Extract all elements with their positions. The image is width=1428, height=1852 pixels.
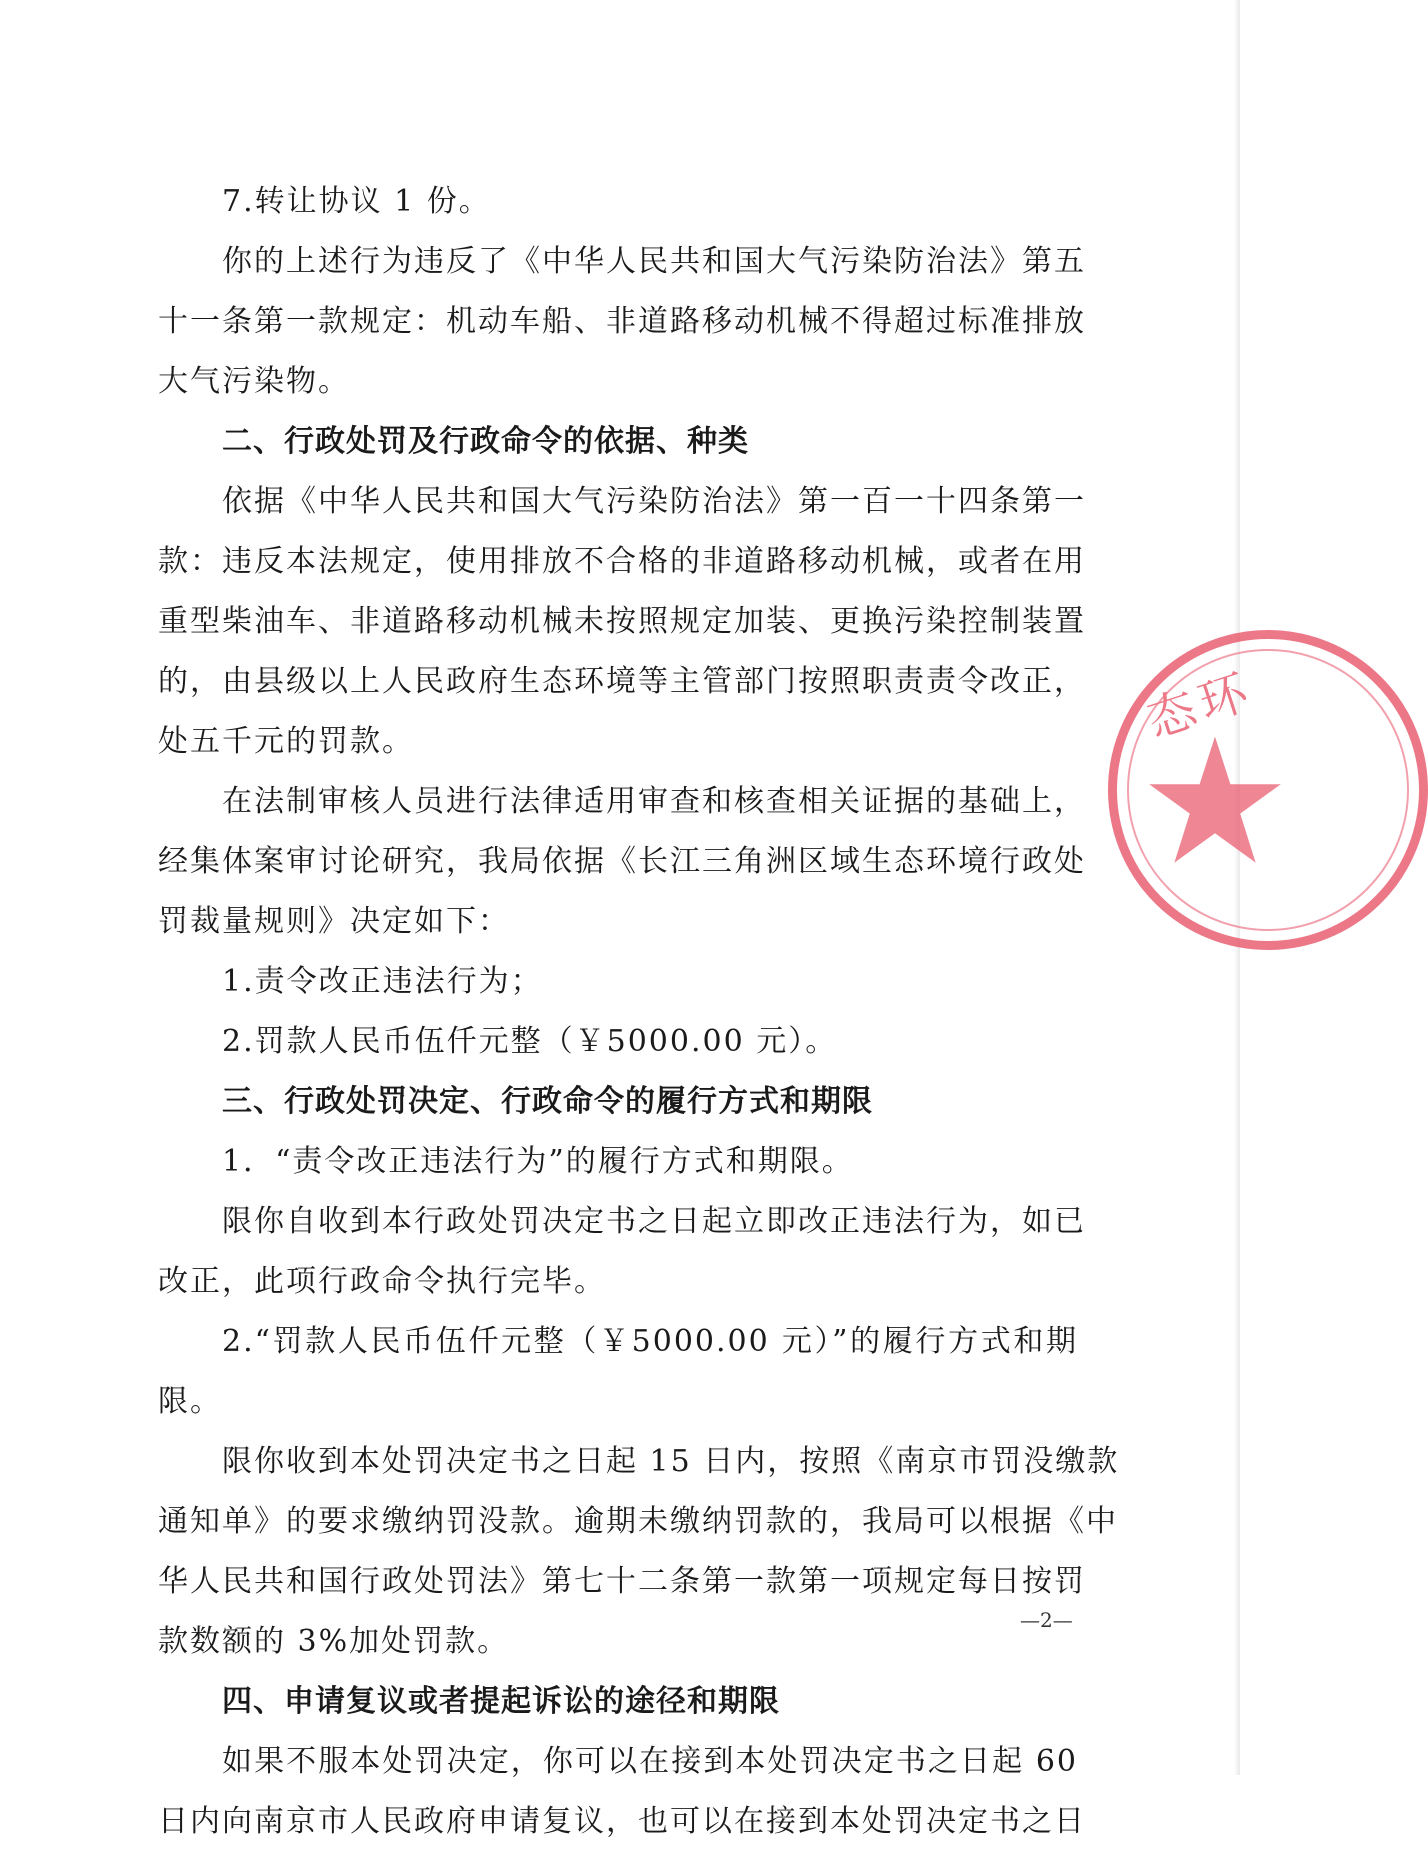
section-heading: 三、行政处罚决定、行政命令的履行方式和期限 bbox=[222, 1084, 873, 1119]
text-line: 款数额的 3%加处罚款。 bbox=[158, 1624, 510, 1659]
text-line: 如果不服本处罚决定，你可以在接到本处罚决定书之日起 60 bbox=[222, 1744, 1078, 1779]
text-line: 改正，此项行政命令执行完毕。 bbox=[158, 1264, 606, 1299]
text-line: 的，由县级以上人民政府生态环境等主管部门按照职责责令改正， bbox=[158, 664, 1086, 699]
section-heading: 二、行政处罚及行政命令的依据、种类 bbox=[222, 424, 749, 459]
page-number: —2— bbox=[1020, 1608, 1073, 1632]
text-line: 十一条第一款规定：机动车船、非道路移动机械不得超过标准排放 bbox=[158, 304, 1086, 339]
text-line: 大气污染物。 bbox=[158, 364, 350, 399]
text-line: 重型柴油车、非道路移动机械未按照规定加装、更换污染控制装置 bbox=[158, 604, 1086, 639]
text-line: 你的上述行为违反了《中华人民共和国大气污染防治法》第五 bbox=[222, 244, 1086, 279]
text-line: 经集体案审讨论研究，我局依据《长江三角洲区域生态环境行政处 bbox=[158, 844, 1086, 879]
text-line: 在法制审核人员进行法律适用审查和核查相关证据的基础上， bbox=[222, 784, 1086, 819]
text-line: 款：违反本法规定，使用排放不合格的非道路移动机械，或者在用 bbox=[158, 544, 1086, 579]
text-line: 通知单》的要求缴纳罚没款。逾期未缴纳罚款的，我局可以根据《中 bbox=[158, 1504, 1118, 1539]
document-body bbox=[158, 172, 1120, 1852]
seal-text: 态环 bbox=[1140, 662, 1261, 750]
text-line: 2.“罚款人民币伍仟元整（￥5000.00 元）”的履行方式和期 bbox=[222, 1324, 1078, 1359]
official-seal bbox=[1108, 630, 1428, 950]
text-line: 2.罚款人民币伍仟元整（￥5000.00 元）。 bbox=[222, 1024, 838, 1059]
text-line: 处五千元的罚款。 bbox=[158, 724, 414, 759]
red-star-icon bbox=[1145, 731, 1285, 871]
text-line: 1．“责令改正违法行为”的履行方式和期限。 bbox=[222, 1144, 854, 1179]
text-line: 限你自收到本行政处罚决定书之日起立即改正违法行为，如已 bbox=[222, 1204, 1086, 1239]
text-line: 限你收到本处罚决定书之日起 15 日内，按照《南京市罚没缴款 bbox=[222, 1444, 1120, 1479]
text-line: 依据《中华人民共和国大气污染防治法》第一百一十四条第一 bbox=[222, 484, 1086, 519]
text-line: 罚裁量规则》决定如下： bbox=[158, 904, 510, 939]
text-line: 限。 bbox=[158, 1384, 222, 1419]
text-line: 1.责令改正违法行为； bbox=[222, 964, 543, 999]
text-line: 日内向南京市人民政府申请复议，也可以在接到本处罚决定书之日 bbox=[158, 1804, 1086, 1839]
text-line: 华人民共和国行政处罚法》第七十二条第一款第一项规定每日按罚 bbox=[158, 1564, 1086, 1599]
section-heading: 四、申请复议或者提起诉讼的途径和期限 bbox=[222, 1684, 780, 1719]
text-line: 7.转让协议 1 份。 bbox=[222, 184, 491, 219]
